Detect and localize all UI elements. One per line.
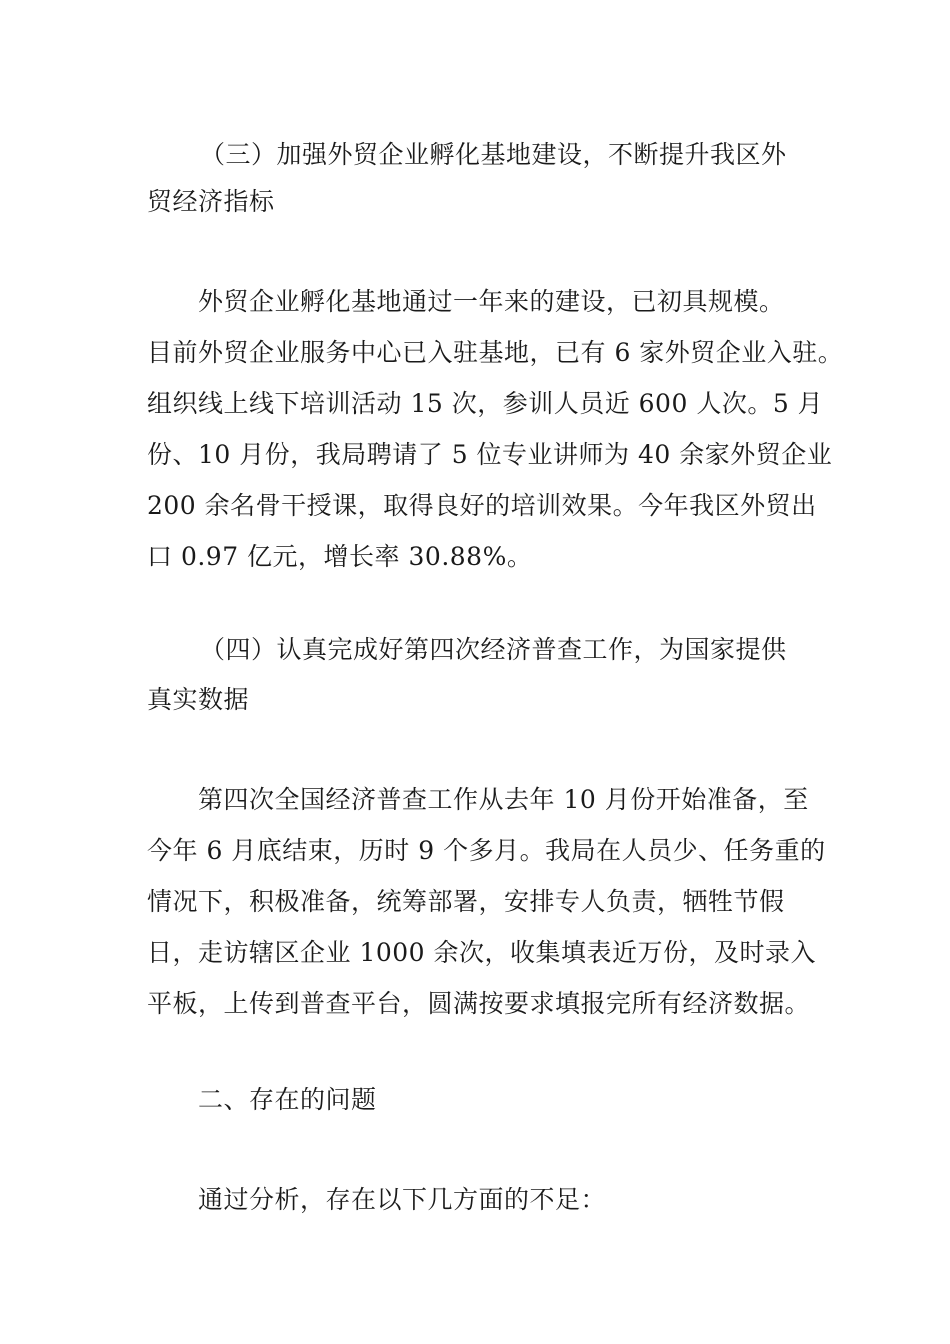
paragraph-line: 组织线上线下培训活动 15 次，参训人员近 600 人次。5 月 (147, 389, 824, 418)
paragraph-line: 通过分析，存在以下几方面的不足： (198, 1185, 607, 1214)
paragraph-line: 情况下，积极准备，统筹部署，安排专人负责，牺牲节假 (147, 887, 785, 916)
paragraph-line: 200 余名骨干授课，取得良好的培训效果。今年我区外贸出 (147, 491, 817, 520)
section-heading-line: 真实数据 (147, 685, 250, 714)
paragraph-line: 日，走访辖区企业 1000 余次，收集填表近万份，及时录入 (147, 938, 817, 967)
paragraph-line: 第四次全国经济普查工作从去年 10 月份开始准备，至 (198, 785, 809, 814)
paragraph-line: 份、10 月份，我局聘请了 5 位专业讲师为 40 余家外贸企业 (147, 440, 833, 469)
section-heading-line: （三）加强外贸企业孵化基地建设，不断提升我区外 (200, 140, 787, 169)
paragraph-line: 目前外贸企业服务中心已入驻基地，已有 6 家外贸企业入驻。 (147, 338, 844, 367)
paragraph-line: 口 0.97 亿元，增长率 30.88%。 (147, 542, 533, 571)
paragraph-line: 外贸企业孵化基地通过一年来的建设，已初具规模。 (198, 287, 785, 316)
section-heading-line: 贸经济指标 (147, 187, 275, 216)
paragraph-line: 平板，上传到普查平台，圆满按要求填报完所有经济数据。 (147, 989, 811, 1018)
section-heading-line: （四）认真完成好第四次经济普查工作，为国家提供 (200, 635, 787, 664)
part-heading: 二、存在的问题 (198, 1085, 377, 1114)
paragraph-line: 今年 6 月底结束，历时 9 个多月。我局在人员少、任务重的 (147, 836, 826, 865)
